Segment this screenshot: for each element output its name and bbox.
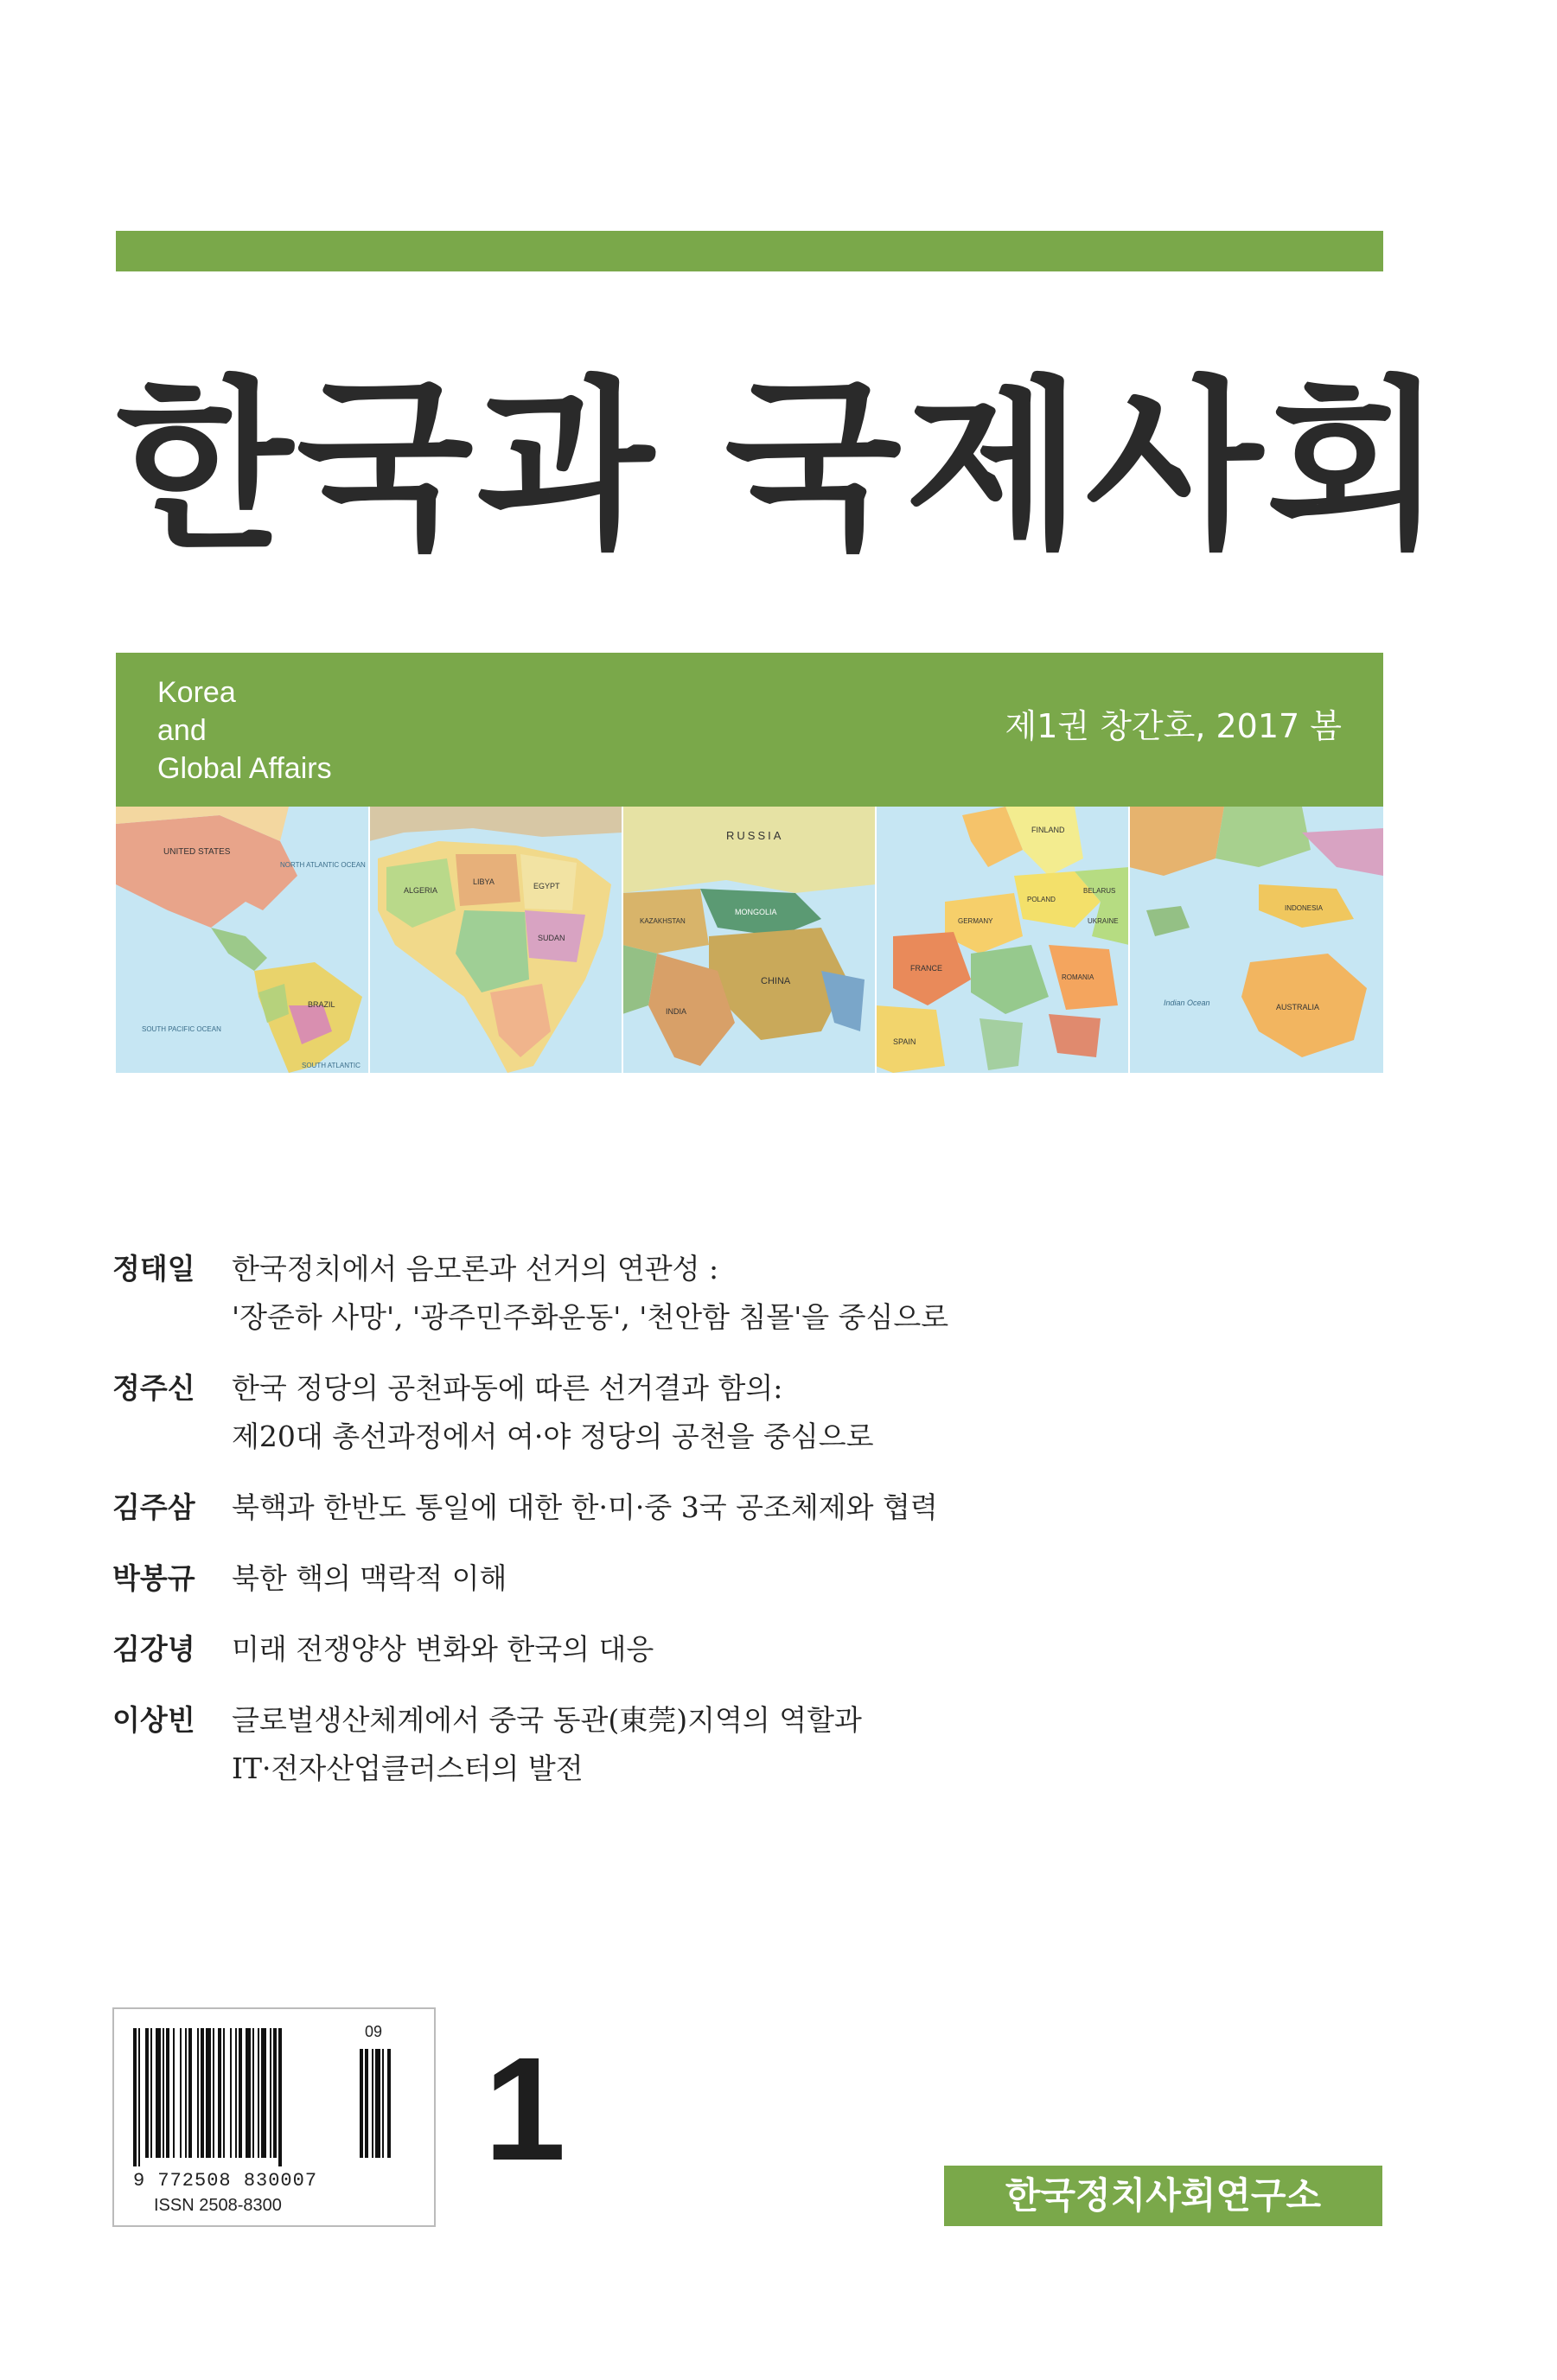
barcode-bar — [258, 2028, 259, 2158]
barcode-bar — [235, 2028, 237, 2158]
map-label: SOUTH ATLANTIC — [302, 1062, 361, 1069]
barcode-bar — [218, 2028, 221, 2158]
barcode-bar — [201, 2028, 204, 2158]
article-title — [216, 1696, 862, 1793]
article-title-line: 한국 정당의 공천파동에 따른 선거결과 함의: — [232, 1371, 783, 1405]
barcode-addon-bar — [360, 2049, 363, 2158]
barcode — [112, 2007, 436, 2227]
article-author: 정주신 — [112, 1371, 195, 1405]
contents-entry — [112, 1364, 1340, 1461]
publisher-label: 한국정치사회연구소 — [944, 2166, 1382, 2226]
map-label: SUDAN — [538, 934, 565, 942]
barcode-bar — [173, 2028, 175, 2158]
article-title-line: IT·전자산업클러스터의 발전 — [232, 1752, 584, 1785]
article-author: 김강녕 — [112, 1632, 195, 1666]
map-label: FRANCE — [910, 964, 943, 973]
map-label: Indian Ocean — [1164, 999, 1210, 1007]
barcode-addon-bar — [375, 2049, 380, 2158]
barcode-digits: 9 772508 830007 — [133, 2170, 318, 2192]
table-of-contents — [112, 1245, 1340, 1815]
article-title-line: 북핵과 한반도 통일에 대한 한·미·중 3국 공조체제와 협력 — [232, 1490, 938, 1524]
map-label: INDIA — [666, 1007, 687, 1016]
africa-map-panel — [369, 807, 622, 1073]
map-label: UNITED STATES — [163, 847, 231, 857]
world-map-image — [116, 807, 1383, 1073]
contents-entry — [112, 1625, 1340, 1674]
oceania-map-panel — [1129, 807, 1383, 1073]
article-title — [216, 1364, 874, 1461]
map-label: GERMANY — [958, 917, 993, 925]
article-title-line: 글로벌생산체계에서 중국 동관(東莞)지역의 역할과 — [232, 1703, 862, 1737]
europe-map-panel — [876, 807, 1129, 1073]
map-label: BRAZIL — [308, 1000, 335, 1009]
barcode-addon-bar — [382, 2049, 384, 2158]
map-label: CHINA — [761, 976, 791, 986]
english-title-line: Global Affairs — [157, 752, 332, 785]
barcode-bar — [246, 2028, 251, 2158]
title-band — [116, 653, 1383, 807]
map-label: KAZAKHSTAN — [640, 917, 686, 925]
issue-number: 1 — [484, 2027, 566, 2192]
barcode-bar — [213, 2028, 214, 2158]
barcode-bar — [278, 2028, 282, 2166]
barcode-bar — [150, 2028, 152, 2158]
americas-map-panel — [116, 807, 369, 1073]
article-title-line: 제20대 총선과정에서 여·야 정당의 공천을 중심으로 — [232, 1420, 874, 1453]
barcode-bar — [163, 2028, 164, 2158]
map-label: UKRAINE — [1088, 917, 1119, 925]
barcode-bar — [230, 2028, 232, 2158]
english-title-line: and — [157, 714, 207, 747]
barcode-bar — [197, 2028, 199, 2158]
barcode-bar — [180, 2028, 182, 2158]
map-label: NORTH ATLANTIC OCEAN — [280, 861, 366, 869]
barcode-bar — [156, 2028, 161, 2158]
journal-title: 한국과 국제사회 — [116, 360, 1447, 573]
map-label: POLAND — [1027, 896, 1056, 903]
article-author: 박봉규 — [112, 1561, 195, 1595]
barcode-bars — [133, 2028, 410, 2166]
issn-number: ISSN 2508-8300 — [154, 2196, 282, 2215]
barcode-bar — [185, 2028, 187, 2158]
article-title-line: 한국정치에서 음모론과 선거의 연관성 : — [232, 1252, 719, 1286]
article-title — [216, 1484, 938, 1532]
barcode-bar — [270, 2028, 271, 2158]
contents-entry — [112, 1484, 1340, 1532]
article-title — [216, 1554, 507, 1603]
barcode-bar — [138, 2028, 140, 2166]
barcode-bar — [145, 2028, 149, 2158]
map-label: SPAIN — [893, 1037, 916, 1046]
contents-entry — [112, 1245, 1340, 1342]
map-label: LIBYA — [473, 877, 495, 886]
article-title — [216, 1245, 948, 1342]
english-title-line: Korea — [157, 676, 236, 709]
article-title-line: '장준하 사망', '광주민주화운동', '천안함 침몰'을 중심으로 — [232, 1300, 949, 1334]
map-label: BELARUS — [1083, 887, 1116, 895]
barcode-addon-bar — [372, 2049, 373, 2158]
contents-entry — [112, 1696, 1340, 1793]
barcode-addon-bar — [365, 2049, 368, 2158]
map-label: AUSTRALIA — [1276, 1003, 1320, 1011]
article-author: 김주삼 — [112, 1490, 195, 1524]
barcode-bar — [261, 2028, 266, 2158]
map-label: MONGOLIA — [735, 908, 777, 916]
barcode-bar — [223, 2028, 225, 2158]
world-map-strip — [116, 807, 1383, 1073]
map-label: EGYPT — [533, 882, 560, 890]
barcode-addon-bar — [387, 2049, 391, 2158]
contents-entry — [112, 1554, 1340, 1603]
barcode-bar — [252, 2028, 254, 2158]
article-title-line: 북한 핵의 맥락적 이해 — [232, 1561, 507, 1595]
english-title — [157, 673, 332, 788]
barcode-bar — [133, 2028, 137, 2166]
article-title — [216, 1625, 654, 1674]
map-label: ROMANIA — [1062, 973, 1094, 981]
article-title-line: 미래 전쟁양상 변화와 한국의 대응 — [232, 1632, 654, 1666]
map-label: ALGERIA — [404, 886, 438, 895]
barcode-bar — [239, 2028, 242, 2158]
map-label: FINLAND — [1031, 826, 1065, 834]
barcode-bar — [188, 2028, 192, 2158]
map-label: RUSSIA — [726, 829, 784, 842]
asia-map-panel — [622, 807, 876, 1073]
barcode-bar — [206, 2028, 211, 2158]
map-label: SOUTH PACIFIC OCEAN — [142, 1025, 221, 1033]
article-author: 정태일 — [112, 1252, 195, 1286]
barcode-bar — [273, 2028, 277, 2158]
barcode-addon: 09 — [365, 2023, 383, 2040]
issue-label: 제1권 창간호, 2017 봄 — [1005, 707, 1342, 745]
barcode-bar — [166, 2028, 169, 2158]
article-author: 이상빈 — [112, 1703, 195, 1737]
map-label: INDONESIA — [1285, 904, 1324, 912]
top-accent-bar — [116, 231, 1383, 271]
